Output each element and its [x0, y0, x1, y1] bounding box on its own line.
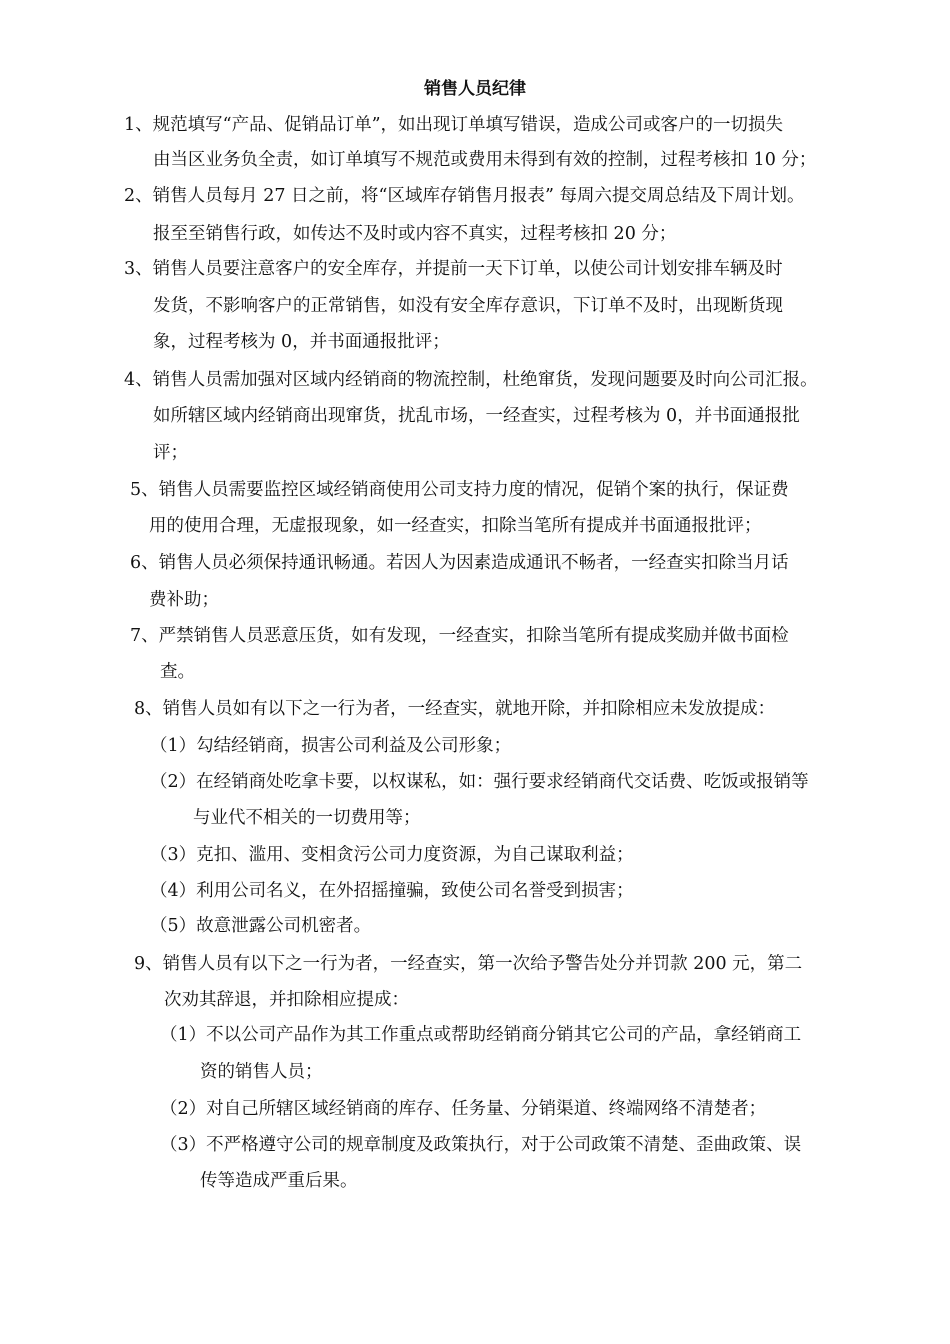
rule-2-line-2: 报至至销售行政，如传达不及时或内容不真实，过程考核扣 20 分； — [153, 224, 677, 244]
rule-9-item-1-line-1: （1）不以公司产品作为其工作重点或帮助经销商分销其它公司的产品，拿经销商工 — [160, 1025, 802, 1045]
page-title: 销售人员纪律 — [424, 79, 526, 99]
rule-3-line-1: 3、销售人员要注意客户的安全库存，并提前一天下订单，以使公司计划安排车辆及时 — [124, 259, 783, 279]
rule-9-line-1: 9、销售人员有以下之一行为者，一经查实，第一次给予警告处分并罚款 200 元，第二 — [134, 954, 803, 974]
rule-3-line-2: 发货，不影响客户的正常销售，如没有安全库存意识，下订单不及时，出现断货现 — [153, 296, 783, 316]
rule-1-line-1: 1、规范填写“产品、促销品订单”，如出现订单填写错误，造成公司或客户的一切损失 — [124, 115, 784, 135]
rule-8-item-5: （5）故意泄露公司机密者。 — [150, 916, 372, 936]
rule-9-item-3-line-1: （3）不严格遵守公司的规章制度及政策执行，对于公司政策不清楚、歪曲政策、误 — [160, 1135, 802, 1155]
rule-1-line-2: 由当区业务负全责，如订单填写不规范或费用未得到有效的控制，过程考核扣 10 分； — [153, 150, 817, 170]
rule-9-item-3-line-2: 传等造成严重后果。 — [200, 1171, 358, 1191]
rule-5-line-2: 用的使用合理，无虚报现象，如一经查实，扣除当笔所有提成并书面通报批评； — [149, 516, 762, 536]
rule-6-line-1: 6、销售人员必须保持通讯畅通。若因人为因素造成通讯不畅者，一经查实扣除当月话 — [130, 553, 789, 573]
rule-6-line-2: 费补助； — [149, 590, 219, 610]
rule-7-line-2: 查。 — [160, 662, 195, 682]
rule-4-line-3: 评； — [153, 443, 188, 463]
rule-9-line-2: 次劝其辞退，并扣除相应提成： — [164, 990, 409, 1010]
rule-8-item-1: （1）勾结经销商，损害公司利益及公司形象； — [150, 736, 512, 756]
rule-7-line-1: 7、严禁销售人员恶意压货，如有发现，一经查实，扣除当笔所有提成奖励并做书面检 — [130, 626, 789, 646]
rule-8-item-2-line-2: 与业代不相关的一切费用等； — [193, 808, 421, 828]
rule-8-item-3: （3）克扣、滥用、变相贪污公司力度资源，为自己谋取利益； — [150, 845, 634, 865]
rule-8-item-4: （4）利用公司名义，在外招摇撞骗，致使公司名誉受到损害； — [150, 881, 634, 901]
rule-5-line-1: 5、销售人员需要监控区域经销商使用公司支持力度的情况，促销个案的执行，保证费 — [130, 480, 789, 500]
rule-9-item-1-line-2: 资的销售人员； — [200, 1062, 323, 1082]
rule-2-line-1: 2、销售人员每月 27 日之前，将“区域库存销售月报表” 每周六提交周总结及下周计划。 — [124, 186, 805, 206]
rule-8-line-1: 8、销售人员如有以下之一行为者，一经查实，就地开除，并扣除相应未发放提成： — [134, 699, 776, 719]
rule-3-line-3: 象，过程考核为 0，并书面通报批评； — [153, 332, 450, 352]
rule-8-item-2-line-1: （2）在经销商处吃拿卡要，以权谋私，如：强行要求经销商代交话费、吃饭或报销等 — [150, 772, 809, 792]
rule-4-line-1: 4、销售人员需加强对区域内经销商的物流控制，杜绝窜货，发现问题要及时向公司汇报。 — [124, 370, 818, 390]
rule-4-line-2: 如所辖区域内经销商出现窜货，扰乱市场，一经查实，过程考核为 0，并书面通报批 — [153, 406, 800, 426]
rule-9-item-2: （2）对自己所辖区域经销商的库存、任务量、分销渠道、终端网络不清楚者； — [160, 1099, 767, 1119]
